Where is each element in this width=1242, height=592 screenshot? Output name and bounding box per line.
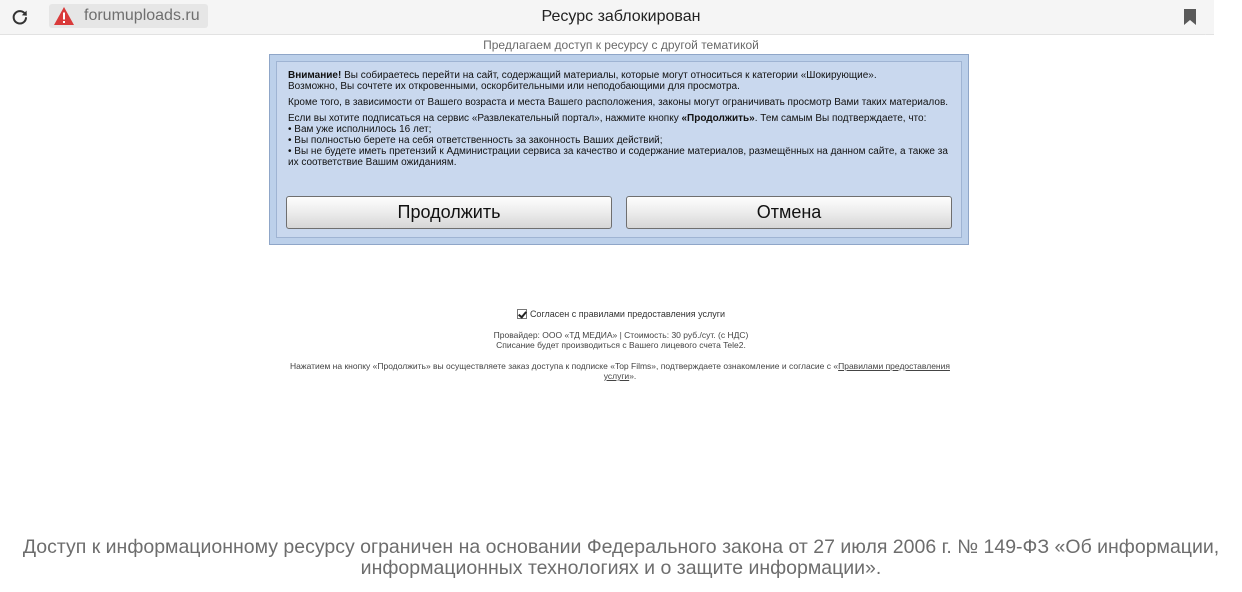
bullet-item: • Вы не будете иметь претензий к Администрации сервиса за качество и содержание материалов, размещённых на данном сайте, а также за их соответствие Вашим ожиданиям. [288, 146, 948, 168]
agree-label[interactable]: Согласен с правилами предоставления услуги [529, 309, 726, 319]
legal-text: Нажатием на кнопку «Продолжить» вы осуществляете заказ доступа к подписке «Top Films», подтверждаете ознакомление и согласие с « [290, 361, 839, 371]
warning-p3-bold: «Продолжить» [681, 113, 755, 124]
provider-line: Провайдер: ООО «ТД МЕДИА» | Стоимость: 30 руб./сут. (с НДС) [493, 330, 749, 340]
legal-consent-text [282, 361, 958, 381]
toolbar-arrow-edge [1205, 0, 1214, 35]
browser-toolbar [0, 0, 1242, 35]
law-notice: Доступ к информационному ресурсу ограничен на основании Федерального закона от 27 июля 2006 г. № 149-ФЗ «Об информации, информационных технологиях и о защите информации». [22, 536, 1220, 579]
agreement-row [0, 308, 1242, 320]
service-rules-link[interactable]: Правилами предоставления услуги [603, 361, 950, 381]
cancel-button[interactable]: Отмена [626, 196, 952, 229]
warning-paragraph-3 [288, 113, 951, 168]
action-buttons [286, 196, 952, 229]
warning-lead: Внимание! [288, 70, 342, 81]
legal-tail: ». [629, 371, 637, 381]
bookmark-icon[interactable] [1183, 9, 1197, 25]
warning-p1-line2: Возможно, Вы сочтете их откровенными, оскорбительными или неподобающими для просмотра. [288, 81, 740, 92]
bullet-item: • Вы полностью берете на себя ответственность за законность Ваших действий; [288, 135, 663, 146]
page-title: Ресурс заблокирован [541, 8, 701, 25]
url-text[interactable]: forumuploads.ru [84, 7, 200, 24]
agree-checkbox[interactable] [517, 309, 527, 319]
warning-paragraph-2: Кроме того, в зависимости от Вашего возраста и места Вашего расположения, законы могут ограничивать просмотр Вами таких материалов. [288, 97, 949, 108]
continue-button[interactable]: Продолжить [286, 196, 612, 229]
bullet-item: • Вам уже исполнилось 16 лет; [288, 124, 432, 135]
offer-heading: Предлагаем доступ к ресурсу с другой тематикой [483, 38, 759, 52]
warning-p3-start: Если вы хотите подписаться на сервис «Развлекательный портал», нажмите кнопку [288, 113, 682, 124]
toolbar-end [1214, 0, 1242, 35]
warning-p1-text: Вы собираетесь перейти на сайт, содержащий материалы, которые могут относиться к категории «Шокирующие». [341, 70, 877, 81]
billing-line: Списание будет производиться с Вашего лицевого счета Tele2. [496, 340, 746, 350]
provider-info [0, 330, 1242, 350]
warning-p3-end: . Тем самым Вы подтверждаете, что: [754, 113, 927, 124]
warning-paragraph-1 [288, 70, 951, 92]
